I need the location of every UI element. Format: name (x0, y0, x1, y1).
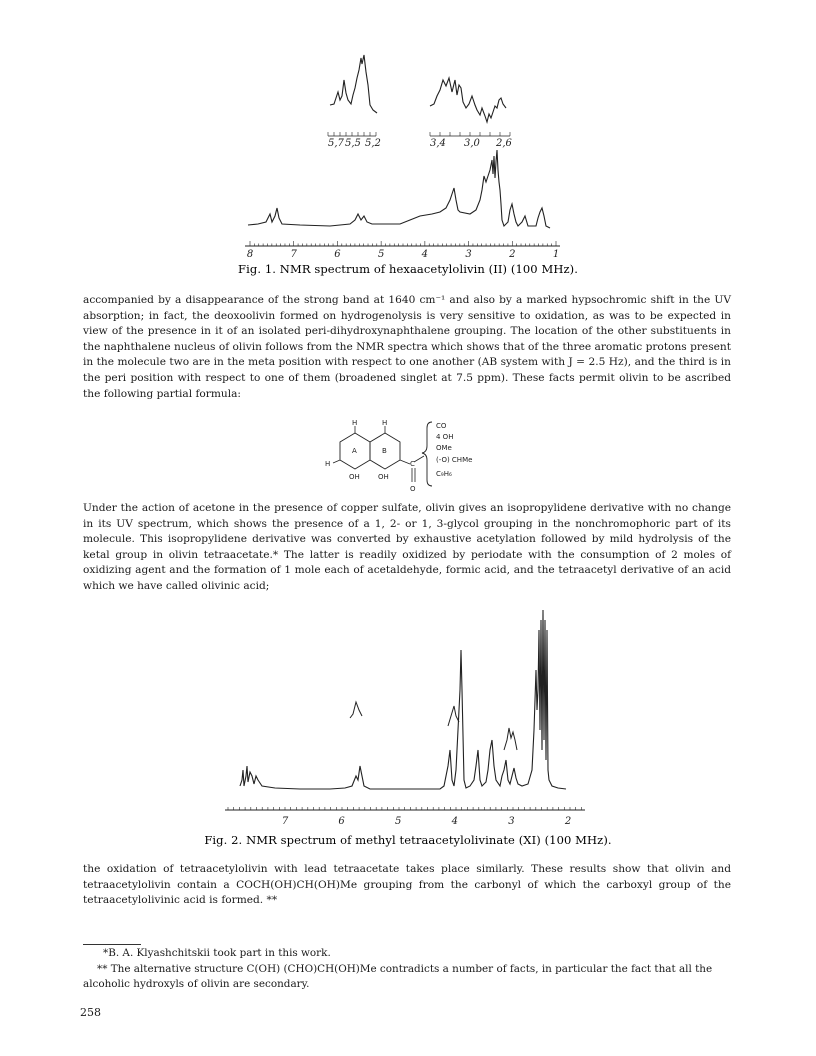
atom-c: C (410, 460, 415, 468)
fig2-axis-label: 6 (338, 816, 345, 827)
substituent-1: CO (436, 422, 447, 430)
atom-oh-2: OH (378, 473, 389, 481)
fig1-inset-right-tick-2: 3,0 (464, 138, 480, 149)
ring-a-label: A (352, 447, 357, 455)
c-bond (400, 460, 410, 464)
fig1-inset-left-tick-3: 5,2 (365, 138, 381, 149)
substituent-5: C₉H₆ (436, 470, 452, 478)
fig2-axis-label: 7 (281, 816, 289, 827)
body-paragraph-1 (83, 293, 731, 402)
fig2-axis-label: 2 (564, 816, 572, 827)
substituent-brace (422, 422, 432, 486)
fig2-axis-label: 5 (395, 816, 402, 827)
fig2-inset-trace-3 (504, 728, 517, 750)
fig1-axis-label: 4 (421, 249, 429, 260)
c-substituent-bond (414, 456, 424, 462)
fig1-axis-label: 7 (290, 249, 297, 260)
footnote-2-text: ** The alternative structure C(OH) (CHO)CH(OH)Me contradicts a number of facts, in particular the fact that all the alcoholic hydroxyls of olivin are secondary. (83, 963, 713, 990)
atom-oh-1: OH (349, 473, 360, 481)
atom-h-2: H (382, 419, 388, 427)
fig1-inset-left-tick-1: 5,7 (328, 138, 344, 149)
fig1-minor-ticks (250, 241, 556, 246)
fig2-axis-label: 3 (508, 816, 515, 827)
figure-2-caption: Fig. 2. NMR spectrum of methyl tetraacetylolivinate (XI) (100 MHz). (204, 833, 612, 847)
substituent-3: OMe (436, 444, 452, 452)
footnote-2 (83, 962, 731, 992)
fig2-axis-label: 4 (451, 816, 458, 827)
paragraph-1-text: accompanied by a disappearance of the strong band at 1640 cm⁻¹ and also by a marked hypsochromic shift in the UV absorption; in fact, the deoxoolivin formed on hydrogenolysis is very sensitive to oxidation, as was to be expected in view of the presence in it of an isolated peri-dihydroxynaphthalene grouping. The location of the other substituents in the naphthalene nucleus of olivin follows from the NMR spectra which shows that of the three aromatic protons present in the molecule two are in the meta position with respect to one another (AB system with J = 2.5 Hz), and the third is in the peri position with respect to one of them (broadened singlet at 7.5 ppm). These facts permit olivin to be ascribed the following partial formula: (83, 294, 731, 400)
footnote-1 (83, 946, 731, 961)
fig1-axis-label: 3 (465, 249, 472, 260)
body-paragraph-3 (83, 862, 731, 909)
fig1-inset-right-tick-1: 3,4 (430, 138, 446, 149)
fig2-inset-trace-1 (350, 702, 362, 718)
substituent-4: (-O) CHMe (436, 456, 473, 464)
h-bond-3 (333, 460, 340, 463)
fig1-inset-left-trace (330, 55, 377, 113)
fig1-axis-label: 6 (334, 249, 341, 260)
fig1-inset-left-tick-2: 5,5 (345, 138, 361, 149)
fig1-axis-label: 2 (509, 249, 516, 260)
atom-h-3: H (325, 460, 331, 468)
footnote-rule (83, 944, 141, 945)
figure-1-spectrum (0, 0, 816, 276)
fig2-trace (240, 610, 566, 789)
substituent-2: 4 OH (436, 433, 454, 441)
atom-o: O (410, 485, 416, 493)
paragraph-2-text: Under the action of acetone in the presence of copper sulfate, olivin gives an isopropylidene derivative with no change in its UV spectrum, which shows the presence of a 1, 2- or 1, 3-glycol grouping in the nonchromophoric part of its molecule. This isopropylidene derivative was converted by exhaustive acetylation followed by mild hydrolysis of the ketal group in olivin tetraacetate.* The latter is readily oxidized by periodate with the consumption of 2 moles of oxidizing agent and the formation of 1 mole each of acetaldehyde, formic acid, and the tetraacetyl derivative of an acid which we have called olivinic acid; (83, 502, 731, 592)
page-number: 258 (80, 1006, 101, 1019)
paragraph-3-text: the oxidation of tetraacetylolivin with lead tetraacetate takes place similarly. These results show that olivin and tetraacetylolivin contain a COCH(OH)CH(OH)Me grouping from the carbonyl of which the carboxyl group of the tetraacetylolivinic acid is formed. ** (83, 863, 731, 907)
ring-b-label: B (382, 447, 387, 455)
fig1-axis-label: 5 (377, 249, 385, 260)
fig1-axis-label: 1 (552, 249, 560, 260)
partial-formula-diagram (0, 418, 816, 498)
figure-1-caption: Fig. 1. NMR spectrum of hexaacetylolivin (II) (100 MHz). (238, 262, 578, 276)
fig2-minor-ticks (228, 807, 581, 810)
fig1-inset-right-tick-3: 2,6 (496, 138, 512, 149)
fig1-main-trace (248, 150, 550, 228)
fig2-inset-trace-2 (448, 706, 459, 726)
footnote-1-text: *B. A. Klyashchitskii took part in this work. (103, 947, 331, 959)
fig1-inset-right-trace (430, 78, 506, 122)
figure-2-spectrum (0, 590, 816, 850)
atom-h-1: H (352, 419, 358, 427)
fig1-axis-label: 8 (246, 249, 254, 260)
body-paragraph-2 (83, 501, 731, 595)
